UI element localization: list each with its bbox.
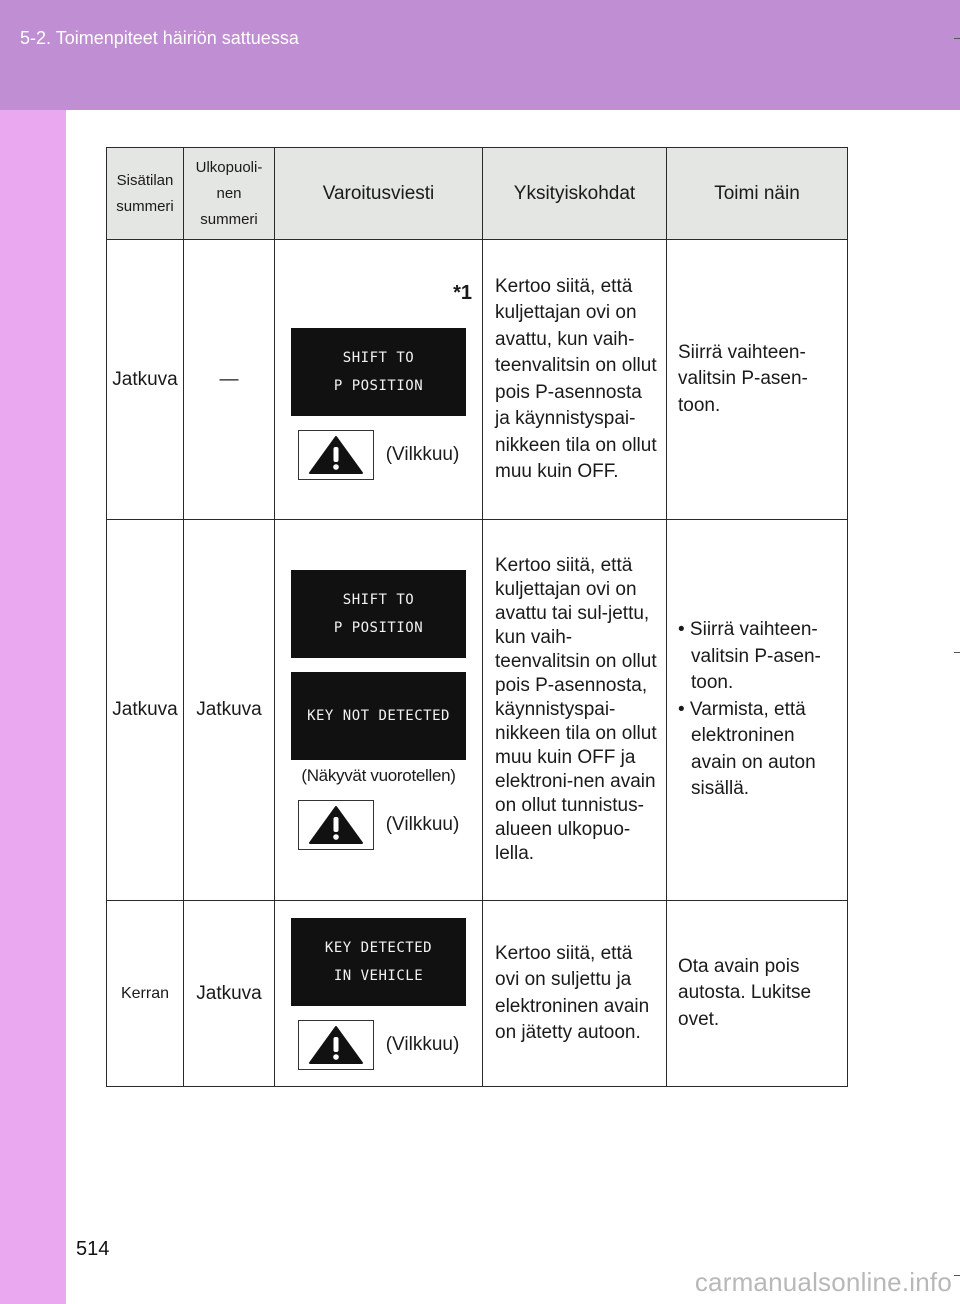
alternating-note: (Näkyvät vuorotellen) [301,766,456,785]
table-row [107,520,848,901]
details-cell: Kertoo siitä, että kuljettajan ovi on avattu, kun vaih-teenvalitsin on ollut pois P-asennosta ja käynnistyspai-nikkeen tila on ollut muu kuin OFF. [483,240,667,520]
header-action: Toimi näin [667,148,848,240]
display-line: SHIFT TO [342,592,415,608]
display-panel [291,672,466,760]
header-bar [0,0,960,110]
display-line: P POSITION [333,620,424,636]
list-item: • Varmista, että elektroninen avain on auton sisällä. [678,698,816,800]
display-panel [291,570,466,658]
header-exterior-line: nen [216,184,242,202]
header-message: Varoitusviesti [275,148,483,240]
header-interior-line: Sisätilan [116,171,174,189]
message-cell [275,240,483,520]
display-line: KEY NOT DETECTED [307,708,450,724]
header-details: Yksityiskohdat [483,148,667,240]
display-line: KEY DETECTED [324,939,433,956]
indicator-row [275,800,482,850]
crop-mark [954,1275,960,1276]
header-exterior-buzzer [184,148,275,240]
watermark: carmanualsonline.info [694,1267,952,1297]
indicator-row [275,430,482,480]
warning-exclamation-icon [308,435,364,475]
message-cell [275,901,483,1087]
interior-buzzer-cell: Kerran [107,901,184,1087]
page-number: 514 [76,1238,110,1260]
exterior-buzzer-cell: Jatkuva [184,520,275,901]
display-panel [291,918,466,1006]
display-line: SHIFT TO [342,349,415,366]
header-interior-line: summeri [116,197,174,215]
exterior-buzzer-cell: Jatkuva [184,901,275,1087]
indicator-row [275,1020,482,1070]
message-cell [275,520,483,901]
table-row [107,901,848,1087]
action-cell: Siirrä vaihteen-valitsin P-asen-toon. [667,240,848,520]
section-title: 5-2. Toimenpiteet häiriön sattuessa [20,28,299,48]
header-exterior-line: summeri [200,210,258,228]
crop-mark [954,652,960,653]
action-cell: Ota avain pois autosta. Lukitse ovet. [667,901,848,1087]
display-line: IN VEHICLE [333,967,424,984]
warning-exclamation-icon [308,805,364,845]
warning-indicator [298,430,374,480]
header-interior-buzzer [107,148,184,240]
warning-indicator [298,800,374,850]
header-exterior-line: Ulkopuoli- [195,158,263,176]
display-line: P POSITION [333,377,424,394]
interior-buzzer-cell: Jatkuva [107,240,184,520]
exterior-buzzer-cell: — [184,240,275,520]
warning-exclamation-icon [308,1025,364,1065]
indicator-label: (Vilkkuu) [385,814,460,835]
interior-buzzer-cell: Jatkuva [107,520,184,901]
action-cell [667,520,848,901]
crop-mark [954,38,960,39]
table-row [107,240,848,520]
warning-indicator [298,1020,374,1070]
indicator-label: (Vilkkuu) [385,443,460,465]
warning-table [106,147,848,1087]
details-cell: Kertoo siitä, että ovi on suljettu ja elektroninen avain on jätetty autoon. [483,901,667,1087]
footnote-marker: *1 [453,282,472,304]
action-list [678,617,839,803]
table-header-row [107,148,848,240]
display-panel [291,328,466,416]
list-item: • Siirrä vaihteen-valitsin P-asen-toon. [678,619,821,694]
indicator-label: (Vilkkuu) [385,1033,460,1055]
side-strip [0,110,66,1304]
details-cell: Kertoo siitä, että kuljettajan ovi on avattu tai sul-jettu, kun vaih-teenvalitsin on ollut pois P-asennosta, käynnistyspai-nikkeen tila on ollut muu kuin OFF ja elektroni-nen avain on ollut tunnistus-alueen ulkopuo-lella. [483,520,667,901]
